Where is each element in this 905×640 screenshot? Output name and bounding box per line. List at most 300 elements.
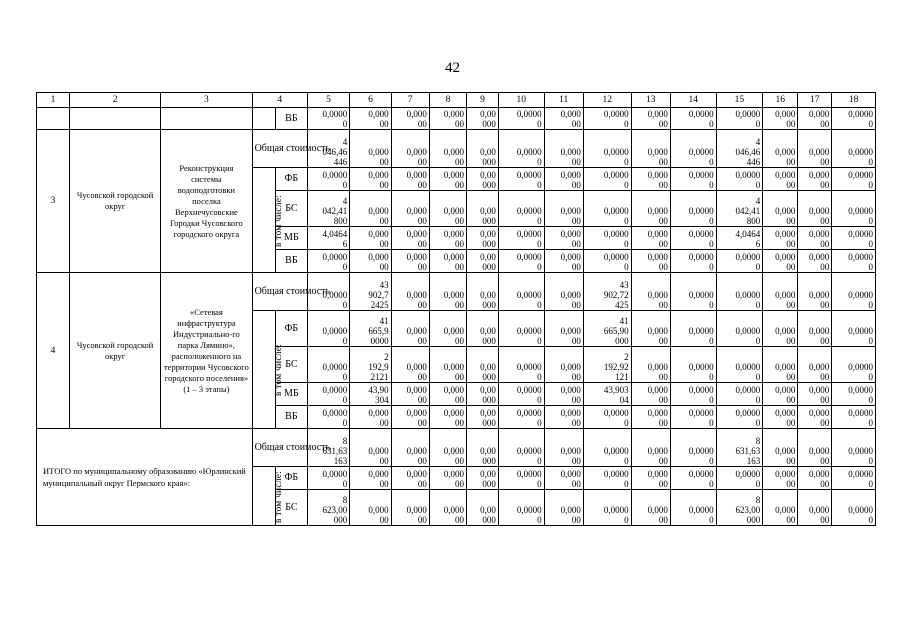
value-line: 0 [624, 418, 629, 428]
fund-label: ВБ [275, 108, 307, 130]
value-line: 0,00 [480, 469, 496, 479]
value-lines [310, 495, 347, 525]
value-lines [765, 229, 795, 249]
value-lines [800, 290, 829, 310]
value-line: 00 [571, 479, 581, 489]
value-line: 0,000 [647, 469, 668, 479]
value-cell [467, 383, 499, 406]
value-lines [800, 147, 829, 167]
value-cell [498, 168, 544, 191]
value-line: 0,000 [647, 206, 668, 216]
value-lines [834, 469, 873, 489]
value-lines [547, 362, 581, 382]
value-line: 0,0000 [516, 408, 542, 418]
value-lines [394, 446, 427, 466]
value-cell [670, 467, 716, 490]
value-cell [498, 347, 544, 383]
value-cell [467, 227, 499, 250]
value-line: 00 [571, 239, 581, 249]
value-line: 0,000 [368, 505, 389, 515]
value-line: 0,0000 [603, 206, 629, 216]
value-cell [391, 311, 429, 347]
fund-label: БС [275, 191, 307, 227]
value-lines [352, 170, 388, 190]
value-line: 00 [417, 216, 427, 226]
value-lines [432, 206, 464, 226]
value-line: 446 [333, 157, 348, 167]
including-label [252, 467, 284, 526]
value-line: 00 [417, 180, 427, 190]
value-line: 4 [342, 137, 348, 147]
value-line: 0,000 [443, 109, 465, 119]
value-cell [498, 273, 544, 311]
value-line: 00 [571, 180, 581, 190]
column-header: 17 [798, 93, 832, 108]
value-cell [467, 311, 499, 347]
value-line: 00 [455, 216, 465, 226]
value-line: 0,0000 [688, 290, 714, 300]
value-lines [352, 505, 388, 525]
value-cell [498, 383, 544, 406]
value-line: 0,0000 [688, 252, 714, 262]
value-cell [716, 168, 763, 191]
value-cell [467, 347, 499, 383]
value-cell [798, 130, 832, 168]
value-cell [670, 347, 716, 383]
value-line: 00 [379, 515, 389, 525]
value-lines [501, 252, 542, 272]
value-line: 0,0000 [848, 326, 873, 336]
value-cell [798, 168, 832, 191]
value-line: 0,00 [480, 385, 496, 395]
value-cell [307, 383, 349, 406]
value-line: 0,00 [480, 362, 496, 372]
value-line: 000 [482, 262, 496, 272]
column-header: 1 [37, 93, 70, 108]
value-lines [310, 229, 347, 249]
value-line: 00 [820, 456, 830, 466]
value-line: 0,000 [775, 326, 796, 336]
value-line: 00 [455, 180, 465, 190]
value-lines [586, 280, 629, 310]
column-header: 10 [498, 93, 544, 108]
value-line: 00 [658, 300, 668, 310]
value-line: 00 [455, 456, 465, 466]
value-line: 00 [658, 336, 668, 346]
value-cell [832, 383, 876, 406]
value-line: 00 [379, 262, 389, 272]
value-line: 0,000 [406, 469, 427, 479]
value-line: 41 [619, 316, 629, 326]
value-line: 0,000 [647, 109, 668, 119]
value-lines [765, 206, 795, 226]
value-cell [544, 250, 583, 273]
value-lines [547, 229, 581, 249]
value-line: 0,0000 [516, 290, 542, 300]
value-lines [673, 252, 714, 272]
value-line: 0,000 [775, 505, 796, 515]
value-line: 0,000 [809, 229, 830, 239]
value-line: 0,000 [560, 229, 581, 239]
value-lines [310, 170, 347, 190]
value-cell [670, 250, 716, 273]
value-line: 8 [755, 436, 761, 446]
value-cell [429, 227, 466, 250]
value-lines [800, 362, 829, 382]
value-cell [544, 467, 583, 490]
value-lines [352, 229, 388, 249]
value-cell [583, 383, 631, 406]
value-line: 0,000 [809, 408, 830, 418]
value-cell [832, 168, 876, 191]
value-cell [798, 250, 832, 273]
value-line: 000 [482, 336, 496, 346]
value-cell [583, 227, 631, 250]
value-cell [798, 311, 832, 347]
value-line: 0 [709, 395, 714, 405]
value-cell [763, 429, 798, 467]
value-lines [634, 326, 668, 346]
value-line: 0,00 [480, 252, 496, 262]
value-cell [631, 130, 670, 168]
value-line: 0,0000 [688, 109, 714, 119]
value-line: 0 [624, 239, 629, 249]
value-lines [673, 147, 714, 167]
value-cell [350, 250, 391, 273]
value-line: 000 [482, 216, 496, 226]
value-lines [834, 206, 873, 226]
value-line: 00 [417, 395, 427, 405]
value-line: 000 [482, 395, 496, 405]
value-lines [547, 170, 581, 190]
value-line: 0,00 [480, 109, 496, 119]
value-lines [432, 109, 464, 129]
value-line: 0,000 [368, 446, 389, 456]
value-line: 0 [709, 418, 714, 428]
value-cell [467, 273, 499, 311]
value-cell [307, 347, 349, 383]
value-cell [763, 250, 798, 273]
value-line: 0 [709, 515, 714, 525]
value-lines [501, 446, 542, 466]
column-header: 12 [583, 93, 631, 108]
value-line: 0,0000 [516, 362, 542, 372]
value-line: 0,0000 [322, 252, 348, 262]
value-cell [631, 227, 670, 250]
value-lines [586, 352, 629, 382]
value-line: 0,000 [406, 326, 427, 336]
value-line: 0,000 [443, 229, 465, 239]
value-line: 0,000 [647, 505, 668, 515]
value-line: 046,46 [735, 147, 761, 157]
value-lines [432, 229, 464, 249]
including-text: в том числе: [273, 194, 284, 247]
value-line: 163 [746, 456, 761, 466]
value-lines [765, 170, 795, 190]
value-lines [501, 505, 542, 525]
header-row [37, 93, 876, 108]
value-lines [834, 229, 873, 249]
value-cell [429, 191, 466, 227]
value-cell [429, 347, 466, 383]
value-cell [670, 108, 716, 130]
value-line: 00 [786, 395, 796, 405]
value-line: 0 [868, 239, 873, 249]
value-line: 0,0000 [603, 147, 629, 157]
value-line: 0,000 [443, 469, 465, 479]
value-line: 0,0000 [688, 229, 714, 239]
value-line: 0,000 [647, 408, 668, 418]
value-cell [350, 273, 391, 311]
value-line: 0 [709, 119, 714, 129]
value-line: 0,0000 [603, 229, 629, 239]
value-lines [673, 362, 714, 382]
value-line: 8 [342, 495, 348, 505]
value-lines [310, 408, 347, 428]
value-lines [432, 170, 464, 190]
value-cell [391, 130, 429, 168]
value-lines [501, 290, 542, 310]
value-cell [763, 311, 798, 347]
value-lines [800, 206, 829, 226]
value-cell [583, 429, 631, 467]
value-line: 0,000 [406, 170, 427, 180]
value-cell [467, 429, 499, 467]
value-lines [800, 385, 829, 405]
value-cell [798, 347, 832, 383]
value-line: 0,000 [809, 206, 830, 216]
value-lines [469, 252, 496, 272]
value-lines [352, 316, 388, 346]
value-cell [763, 227, 798, 250]
value-cell [583, 130, 631, 168]
value-line: 0 [868, 119, 873, 129]
column-header: 15 [716, 93, 763, 108]
value-line: 00 [455, 418, 465, 428]
value-line: 0,0000 [735, 170, 761, 180]
value-line: 0,000 [775, 385, 796, 395]
value-lines [547, 206, 581, 226]
value-cell [832, 347, 876, 383]
value-line: 0,000 [775, 206, 796, 216]
value-line: 0 [755, 418, 761, 428]
value-line: 00 [417, 372, 427, 382]
value-line: 0,0000 [735, 326, 761, 336]
value-line: 0 [868, 479, 873, 489]
value-lines [547, 109, 581, 129]
fund-label: ФБ [275, 311, 307, 347]
value-lines [501, 229, 542, 249]
value-line: 631,63 [322, 446, 348, 456]
value-cell [631, 467, 670, 490]
value-cell [716, 108, 763, 130]
value-line: 000 [482, 180, 496, 190]
value-line: 0 [868, 336, 873, 346]
value-line: 0,0000 [735, 252, 761, 262]
value-lines [394, 147, 427, 167]
value-lines [469, 229, 496, 249]
value-cell [429, 273, 466, 311]
value-lines [352, 352, 388, 382]
total-cost-label: Общая стоимость [252, 273, 307, 311]
value-cell [716, 490, 763, 526]
value-line: 0,000 [809, 109, 830, 119]
value-line: 0 [755, 262, 761, 272]
value-line: 0,0000 [688, 362, 714, 372]
value-line: 0,000 [560, 206, 581, 216]
value-cell [832, 191, 876, 227]
value-cell [832, 273, 876, 311]
value-line: 0,00 [480, 505, 496, 515]
value-line: 000 [482, 119, 496, 129]
value-lines [432, 505, 464, 525]
value-lines [432, 326, 464, 346]
value-lines [586, 469, 629, 489]
value-cell [391, 227, 429, 250]
value-lines [719, 362, 761, 382]
value-line: 04 [619, 395, 629, 405]
value-line: 0,000 [809, 290, 830, 300]
value-lines [394, 170, 427, 190]
value-lines [586, 170, 629, 190]
value-cell [350, 130, 391, 168]
value-line: 800 [746, 216, 761, 226]
value-line: 00 [786, 418, 796, 428]
value-line: 0,000 [647, 446, 668, 456]
total-cost-label: Общая стоимость [252, 429, 307, 467]
value-line: 00 [658, 456, 668, 466]
value-cell [670, 273, 716, 311]
value-line: 0,000 [406, 147, 427, 157]
value-line: 0,0000 [603, 252, 629, 262]
value-line: 4,0464 [735, 229, 761, 239]
value-line: 0,0000 [688, 147, 714, 157]
value-line: 0,0000 [603, 505, 629, 515]
table-row [37, 273, 876, 311]
value-lines [673, 446, 714, 466]
value-cell [832, 108, 876, 130]
value-lines [310, 469, 347, 489]
value-cell [350, 227, 391, 250]
value-line: 00 [786, 479, 796, 489]
value-cell [429, 429, 466, 467]
value-line: 00 [455, 479, 465, 489]
value-line: 0,0000 [516, 147, 542, 157]
value-lines [834, 147, 873, 167]
value-cell [763, 168, 798, 191]
value-line: 304 [375, 395, 389, 405]
value-lines [352, 469, 388, 489]
value-lines [834, 170, 873, 190]
total-cost-label: Общая стоимость [252, 130, 307, 168]
value-line: 0 [624, 180, 629, 190]
value-line: 0,000 [368, 469, 389, 479]
value-cell [631, 191, 670, 227]
value-lines [765, 505, 795, 525]
value-line: 0,0000 [688, 446, 714, 456]
value-line: 0,000 [406, 505, 427, 515]
value-line: 0,000 [560, 109, 581, 119]
value-line: 665,90 [603, 326, 629, 336]
value-lines [834, 385, 873, 405]
value-line: 00 [658, 239, 668, 249]
value-cell [350, 467, 391, 490]
value-cell [391, 347, 429, 383]
value-lines [634, 109, 668, 129]
value-lines [634, 408, 668, 428]
value-cell [716, 467, 763, 490]
value-line: 0 [755, 395, 761, 405]
value-lines [394, 109, 427, 129]
value-lines [673, 229, 714, 249]
value-line: 00 [571, 372, 581, 382]
value-line: 0,0000 [322, 469, 348, 479]
budget-table [36, 92, 876, 526]
value-cell [670, 429, 716, 467]
value-line: 0,000 [775, 147, 796, 157]
value-line: 8 [755, 495, 761, 505]
value-line: 41 [379, 316, 389, 326]
value-cell [832, 130, 876, 168]
value-cell [716, 347, 763, 383]
value-line: 00 [571, 395, 581, 405]
value-cell [716, 130, 763, 168]
value-cell [716, 227, 763, 250]
value-lines [501, 385, 542, 405]
value-cell [583, 311, 631, 347]
value-cell [670, 130, 716, 168]
value-line: 00 [417, 418, 427, 428]
value-cell [763, 347, 798, 383]
value-lines [634, 170, 668, 190]
value-lines [719, 495, 761, 525]
value-line: 0,00 [480, 326, 496, 336]
value-line: 121 [615, 372, 629, 382]
value-line: 0 [342, 418, 348, 428]
value-line: 0,0000 [848, 362, 873, 372]
empty-cell [37, 108, 70, 130]
value-line: 0 [868, 418, 873, 428]
value-lines [469, 109, 496, 129]
value-line: 0 [342, 479, 348, 489]
value-cell [391, 429, 429, 467]
value-line: 0,000 [368, 147, 389, 157]
value-line: 0 [755, 479, 761, 489]
column-header: 3 [161, 93, 252, 108]
value-line: 0 [868, 456, 873, 466]
value-line: 4 [755, 196, 761, 206]
value-line: 2 [624, 352, 629, 362]
value-cell [716, 406, 763, 429]
value-line: 0,0000 [516, 170, 542, 180]
value-line: 00 [786, 515, 796, 525]
value-cell [391, 168, 429, 191]
value-line: 0,0000 [735, 469, 761, 479]
value-line: 00 [658, 418, 668, 428]
value-line: 0,000 [406, 385, 427, 395]
fund-label: ФБ [275, 168, 307, 191]
value-line: 00 [571, 418, 581, 428]
value-cell [498, 108, 544, 130]
value-lines [834, 505, 873, 525]
value-line: 0,000 [443, 252, 465, 262]
value-line: 0,0000 [322, 290, 348, 300]
value-lines [352, 252, 388, 272]
value-line: 0 [868, 157, 873, 167]
value-line: 00 [786, 239, 796, 249]
value-line: 00 [786, 456, 796, 466]
value-lines [394, 290, 427, 310]
